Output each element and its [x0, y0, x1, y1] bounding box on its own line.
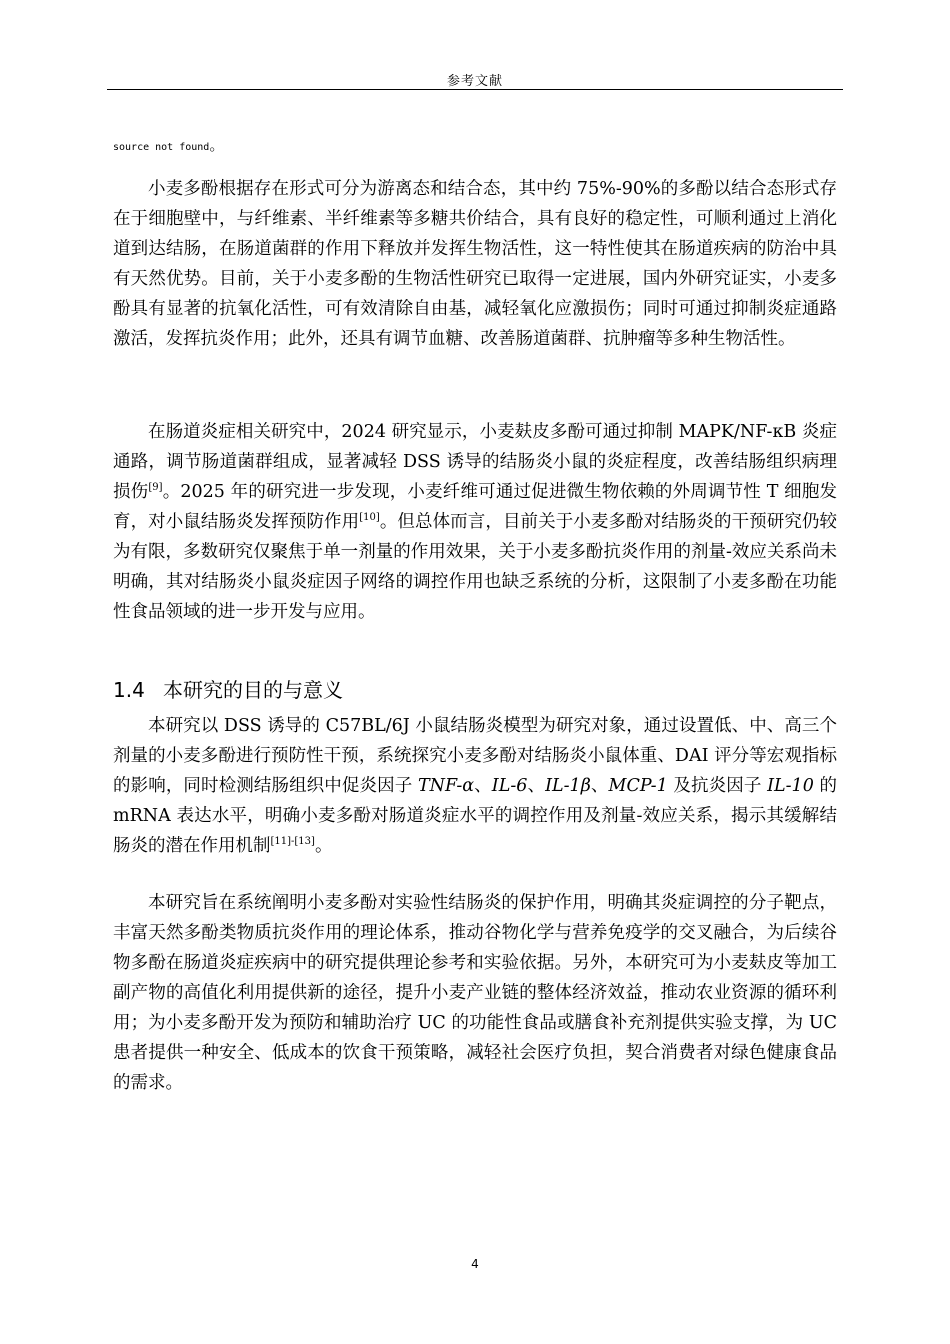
citation-ref-10[interactable]: [10] — [359, 512, 380, 524]
paragraph-text: 在肠道炎症相关研究中，2024 研究显示，小麦麸皮多酚可通过抑制 MAPK/NF-κB 炎症通路，调节肠道菌群组成，显著减轻 DSS 诱导的结肠炎小鼠的炎症程度，改善结肠组织病理损伤 — [113, 422, 837, 502]
header-rule — [107, 89, 843, 90]
citation-error-fragment — [113, 138, 837, 155]
citation-ref-9[interactable]: [9] — [148, 482, 163, 494]
gene-il-1beta: IL-1β — [545, 776, 591, 796]
gene-tnf-alpha: TNF-α — [418, 776, 475, 796]
gene-il-6: IL-6 — [491, 776, 528, 796]
page-number: 4 — [471, 1257, 479, 1271]
paragraph-significance: 本研究旨在系统阐明小麦多酚对实验性结肠炎的保护作用，明确其炎症调控的分子靶点，丰富天然多酚类物质抗炎作用的理论体系，推动谷物化学与营养免疫学的交叉融合，为后续谷物多酚在肠道炎症疾病中的研究提供理论参考和实验依据。另外，本研究可为小麦麸皮等加工副产物的高值化利用提供新的途径，提升小麦产业链的整体经济效益，推动农业资源的循环利用；为小麦多酚开发为预防和辅助治疗 UC 的功能性食品或膳食补充剂提供实验支撑，为 UC 患者提供一种安全、低成本的饮食干预策略，减轻社会医疗负担，契合消费者对绿色健康食品的需求。 — [113, 893, 837, 1093]
section-number: 1.4 — [113, 678, 145, 702]
gene-mcp-1: MCP-1 — [608, 776, 668, 796]
paragraph-study-design — [113, 711, 837, 861]
paragraph-text: 。 — [314, 836, 333, 856]
gene-il-10: IL-10 — [767, 776, 814, 796]
paragraph-text: 。2025 年的研究进一步发现，小麦纤维可通过促进微生物依赖的外周调节性 T 细胞发育，对小鼠结肠炎发挥预防作用 — [113, 482, 837, 532]
separator: 、 — [590, 776, 609, 796]
paragraph-intestinal-research — [113, 417, 837, 627]
paragraph-polyphenol-forms: 小麦多酚根据存在形式可分为游离态和结合态，其中约 75%-90%的多酚以结合态形式存在于细胞壁中，与纤维素、半纤维素等多糖共价结合，具有良好的稳定性，可顺利通过上消化道到达结肠，在肠道菌群的作用下释放并发挥生物活性，这一特性使其在肠道疾病的防治中具有天然优势。目前，关于小麦多酚的生物活性研究已取得一定进展，国内外研究证实，小麦多酚具有显著的抗氧化活性，可有效清除自由基，减轻氧化应激损伤；同时可通过抑制炎症通路激活，发挥抗炎作用；此外，还具有调节血糖、改善肠道菌群、抗肿瘤等多种生物活性。 — [113, 179, 837, 349]
paragraph-text: 的 mRNA 表达水平，明确小麦多酚对肠道炎症水平的调控作用及剂量-效应关系，揭示其缓解结肠炎的潜在作用机制 — [113, 776, 837, 856]
section-heading — [113, 675, 343, 705]
fragment-period: 。 — [209, 136, 225, 154]
paragraph-text: 。但总体而言，目前关于小麦多酚对结肠炎的干预研究仍较为有限，多数研究仅聚焦于单一剂量的作用效果，关于小麦多酚抗炎作用的剂量-效应关系尚未明确，其对结肠炎小鼠炎症因子网络的调控作用也缺乏系统的分析，这限制了小麦多酚在功能性食品领域的进一步开发与应用。 — [113, 512, 838, 622]
fragment-text: source not found — [113, 142, 210, 153]
paragraph-text: 及抗炎因子 — [667, 776, 768, 796]
separator: 、 — [474, 776, 492, 796]
separator: 、 — [527, 776, 546, 796]
section-title: 本研究的目的与意义 — [163, 678, 343, 702]
paragraph-text: 本研究以 DSS 诱导的 C57BL/6J 小鼠结肠炎模型为研究对象，通过设置低、中、高三个剂量的小麦多酚进行预防性干预，系统探究小麦多酚对结肠炎小鼠体重、DAI 评分等宏观指标的影响，同时检测结肠组织中促炎因子 — [113, 716, 837, 796]
page-header-title: 参考文献 — [446, 74, 503, 89]
citation-ref-11-13[interactable]: [11]-[13] — [270, 836, 315, 848]
